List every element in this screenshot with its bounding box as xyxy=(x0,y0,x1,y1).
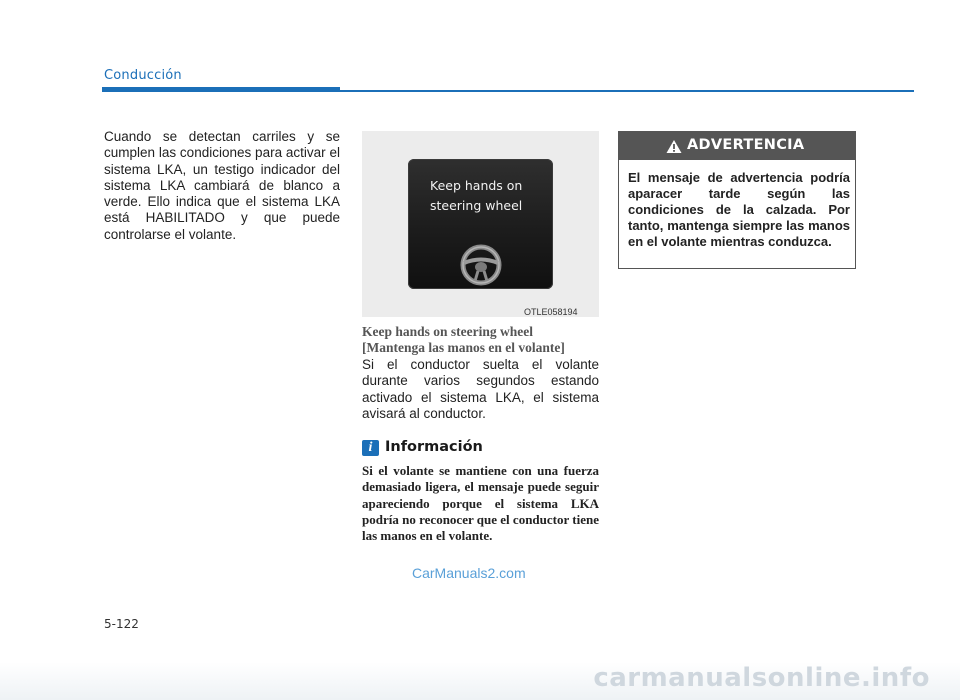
display-message xyxy=(430,176,540,215)
page-number: 5-122 xyxy=(104,617,139,631)
warning-box xyxy=(618,131,856,269)
message-paragraph: Si el conductor suelta el volante durante varios segundos estando activado el sistema LKA, el sistema avisará al conductor. xyxy=(362,357,599,421)
display-line-1: Keep hands on xyxy=(430,178,523,193)
info-paragraph: Si el volante se mantiene con una fuerza demasiado ligera, el mensaje puede seguir apareciendo porque el sistema LKA podría no reconocer que el conductor tiene las manos en el volante. xyxy=(362,463,599,544)
intro-paragraph: Cuando se detectan carriles y se cumplen las condiciones para activar el sistema LKA, un testigo indicador del sistema LKA cambiará de blanco a verde. Ello indica que el sistema LKA está HABILITADO y que puede controlarse el volante. xyxy=(104,129,340,242)
info-title: Información xyxy=(385,439,483,455)
info-icon: i xyxy=(362,440,379,456)
display-line-2: steering wheel xyxy=(430,197,523,213)
section-title: Conducción xyxy=(104,68,182,83)
steering-wheel-icon xyxy=(451,241,511,289)
message-heading-en: Keep hands on steering wheel xyxy=(362,324,534,339)
watermark-link[interactable]: CarManuals2.com xyxy=(412,565,526,581)
warning-header xyxy=(619,132,855,160)
warning-triangle-icon xyxy=(666,139,682,154)
warning-paragraph: El mensaje de advertencia podría aparacer tarde según las condiciones de la calzada. Por tanto, mantenga siempre las manos en el volante mientras conduzca. xyxy=(628,170,850,249)
cluster-display xyxy=(408,159,553,289)
footer-watermark: carmanualsonline.info xyxy=(593,663,930,693)
figure-code: OTLE058194 xyxy=(524,307,578,317)
warning-title: ADVERTENCIA xyxy=(687,137,805,153)
dashboard-figure xyxy=(362,131,599,317)
message-heading-es: [Mantenga las manos en el volante] xyxy=(362,340,565,355)
header-rule-thick xyxy=(102,87,340,92)
message-heading xyxy=(362,324,602,356)
header-rule-thin xyxy=(340,90,914,92)
